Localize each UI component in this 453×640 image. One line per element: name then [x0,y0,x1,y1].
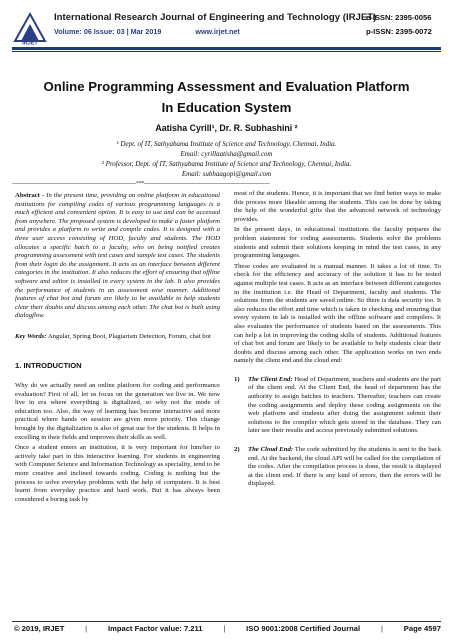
intro-paragraph-1: Why do we actually need an online platform for coding and performance evaluation? First of all, let us focus on the generation we live in. We now live in era where everything is digitalized, so why not the mode of education too. Also, the way of learning has become interactive and more practical where hands on session are given more priority. This change brought by the digitalization is also of great use for the students. It helps in excelling in their fields and improves their skills as well. [15,382,220,441]
footer-separator: | [85,624,88,633]
list-item-body [248,376,441,436]
intro-paragraph-3: most of the students. Hence, it is important that we find better ways to make this process more likeable among the students. This can be done by taking the help of the wonderful gifts that the advanced network of technology provides. [234,190,441,223]
footer-separator: | [380,624,383,633]
list-item-text: Head of Department, teachers and students are the part of the client end. At the Client End, the head of department has the authority to assign batches to teachers. Thereafter, teachers can create the coding assignments and deploy these coding assignments on the web platform and students after doing the assignment submit their solutions to the compiler which gets stored in the database. They can later see their results and access previously submitted solutions. [248,375,441,435]
paper-title-line-1: Online Programming Assessment and Evaluation Platform [43,79,410,94]
affiliation-1: ¹ Dept. of IT, Sathyabama Institute of Science and Technology, Chennai, India. [116,140,337,148]
section-heading-introduction: 1. INTRODUCTION [15,360,82,370]
footer-copyright: © 2019, IRJET [14,624,65,633]
abstract [15,192,220,321]
email-2: Email: subhaagopi@gmail.com [181,170,272,178]
keywords-text: Angular, Spring Boot, Plagiarism Detection, Forum, chat bot [46,332,211,340]
right-column [234,190,441,489]
list-item-client-end [234,376,441,436]
paper-title-line-2: In Education System [161,100,292,115]
footer-impact-factor: Impact Factor value: 7.211 [107,624,203,633]
journal-volume-line [54,27,240,36]
affiliation-2: ² Professor, Dept. of IT, Sathyabama Institute of Science and Technology, Chennai, India. [101,160,352,168]
intro-paragraph-5: These codes are evaluated in a manual manner. It takes a lot of time. To check for the efficiency and accuracy of the solution it has to be tested against multiple test cases. It acts as an interface between different categories in the institution i.e. the Head of Department, faculty and students. The solutions from the students are saved online. So there is data security too. It also reduces the effort and time which is taken in checking and ensuring that every system in lab is installed with the offline software and compilers. It also evaluates the performance of students based on the assessments. This can help a lot in improving the coding skills of students. Additional features of chat bot and forum are likely to be available to help students clear their doubts and discuss among each other. The application works on two ends namely the client end and the cloud end: [234,262,441,365]
list-item-number: 1) [234,375,240,383]
list-item-body [248,446,441,489]
header-rule-thin [12,51,441,52]
irjet-logo [12,11,48,45]
footer-page-number: Page 4597 [403,624,441,633]
keywords [15,333,220,342]
logo-text: IRJET [22,40,38,45]
journal-volume: Volume: 06 Issue: 03 | Mar 2019 [54,27,162,36]
intro-paragraph-4: In the present days, in educational institutions the faculty prepares the problem statement for coding assessments. Students solve the problems students and submit their solutions keeping in mind the test cases, in any programming languages. [234,226,441,260]
footer-rule [12,621,441,622]
header-rule [12,47,441,50]
e-issn: e-ISSN: 2395-0056 [366,13,432,22]
keywords-label: Key Words: [15,332,47,340]
footer [14,624,441,633]
email-1: Email: cyrillaatisha@gmail.com [180,150,273,158]
list-item-label: The Client End: [248,375,293,383]
p-issn: p-ISSN: 2395-0072 [366,27,432,36]
abstract-text: In the present time, providing an online platform in educational institutions for compiling codes of various programming languages is a much efficient and convenient option. It is easy to use and can be accessed from anywhere. The proposed system is developed to make a faster platform and provides a platform to write and compile codes. It is designed with a three user access consisting of HOD, faculty and students. The HOD allocates a specific batch to a faculty, who on being notified creates programming assessment with test cases and sample test cases. The students from their login do the assignment. It acts as an interface between different categories in the institution. It also reduces the effort of ensuring that offline software and editor is installed in every system in the lab. It also provides the performance of students in an assessment wise manner. Additional features of chat bot and forum are likely to be available to help students clear their doubts and discuss among each other. The chat bot is built using dialogflow. [15,192,220,320]
list-item-text: The code submitted by the students is sent to the back end. At the backend, the cloud API will be called for the compilation of the codes. After the compilation process is done, the result is displayed at the client end. If there is any kind of errors, then the errors will be displayed. [248,446,441,488]
intro-paragraph-2: Once a student enters an institution, it is very important for him/her to actively take part in this interactive learning. For students in engineering with Computer Science and Information Technology as speciality, tend to be more creative and inclined towards coding. Coding is nothing but the process to solve everyday problems with the help of computers. It is best learnt from everyday practice and hard work. But it has always been considered a boring task by [15,444,220,503]
authors: Aatisha Cyrill¹, Dr. R. Subhashini ² [155,123,298,133]
left-column [15,192,220,504]
footer-separator: | [223,624,226,633]
abstract-label: Abstract - [15,192,47,199]
list-item-cloud-end [234,446,441,489]
footer-iso: ISO 9001:2008 Certified Journal [246,624,361,633]
list-item-number: 2) [234,446,240,454]
journal-website: www.irjet.net [195,27,240,36]
journal-title: International Research Journal of Engineering and Technology (IRJET) [54,12,377,23]
list-item-label: The Cloud End: [248,446,294,454]
section-separator: -------------------------------------------------------------------------***-------------------------------------------------------------------------- [12,181,270,187]
